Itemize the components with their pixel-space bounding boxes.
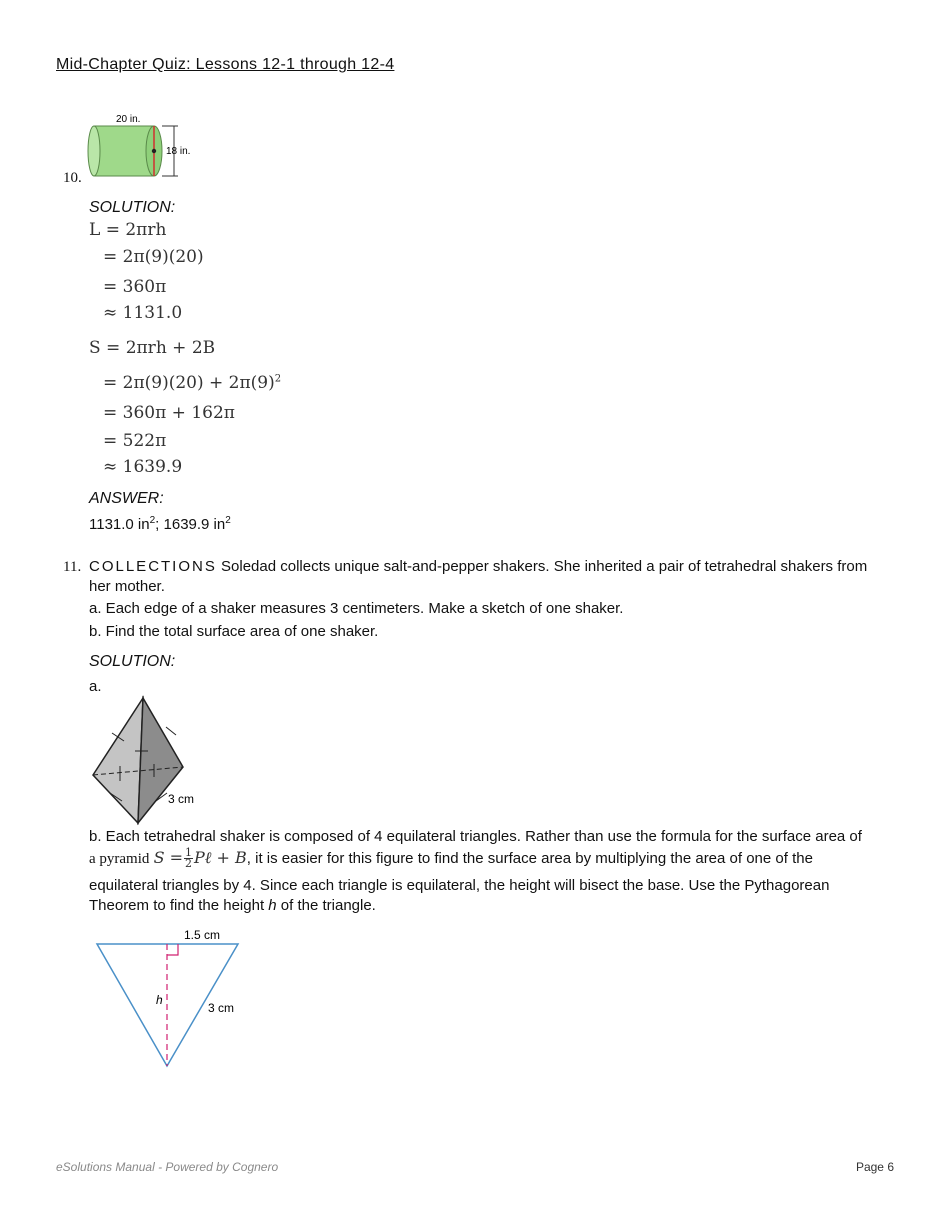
solution-b-line-4 <box>89 896 899 916</box>
answer-part-2: ; 1639.9 in <box>155 516 226 533</box>
triangle-side-label: 3 cm <box>208 1001 235 1015</box>
cylinder-figure <box>86 110 201 182</box>
cylinder-top-label: 20 in. <box>116 114 141 125</box>
surface-line-3: = 360π + 162π <box>103 403 235 423</box>
part-b-label: b. <box>89 623 102 640</box>
surface-line-1: S = 2πrh + 2B <box>89 338 216 358</box>
lateral-line-3: = 360π <box>103 277 167 297</box>
part-b-text: Find the total surface area of one shaker. <box>101 623 379 640</box>
part-a-label: a. <box>89 600 102 617</box>
right-angle-mark <box>167 944 178 955</box>
part-a <box>89 599 623 619</box>
height-variable: h <box>268 897 277 914</box>
tetra-face-left <box>93 698 143 823</box>
question-intro: Soledad collects unique salt-and-pepper shakers. She inherited a pair of tetrahedral shakers from her mother. <box>89 558 868 595</box>
surface-line-5: ≈ 1639.9 <box>103 457 183 477</box>
solution-b-line-1 <box>89 827 899 847</box>
solution-b-text-4a: Theorem to find the height <box>89 897 269 914</box>
solution-b-text-1: Each tetrahedral shaker is composed of 4 equilateral triangles. Rather than use the formula for the surface area of <box>101 828 862 845</box>
height-label: h <box>156 993 163 1007</box>
solution-a-label: a. <box>89 678 102 695</box>
surface-line-2-exp: 2 <box>274 373 282 385</box>
lateral-line-4: ≈ 1131.0 <box>103 303 183 323</box>
page-title: Mid-Chapter Quiz: Lessons 12-1 through 12-4 <box>56 56 395 73</box>
solution-b-line-2 <box>89 848 899 869</box>
fraction-numerator: 1 <box>185 846 193 859</box>
cylinder-side-label: 18 in. <box>166 146 191 157</box>
question-number: 11. <box>63 559 82 575</box>
footer-credit: eSolutions Manual - Powered by Cognero <box>56 1160 279 1174</box>
answer-exp-2: 2 <box>225 515 231 526</box>
triangle-figure <box>90 924 260 1074</box>
answer-part-1: 1131.0 in <box>89 516 150 533</box>
solution-b-text-2: , it is easier for this figure to find the surface area by multiplying the area of one of the <box>246 850 813 867</box>
formula-rest: Pℓ + B <box>194 848 247 867</box>
tetrahedron-figure <box>88 695 208 827</box>
solution-b-text-4b: of the triangle. <box>276 897 376 914</box>
solution-label: SOLUTION: <box>89 653 176 670</box>
part-a-text: Each edge of a shaker measures 3 centimeters. Make a sketch of one shaker. <box>101 600 624 617</box>
lateral-line-1: L = 2πrh <box>89 220 167 240</box>
topic-label: COLLECTIONS <box>89 558 217 575</box>
pyramid-formula <box>153 846 247 870</box>
pyramid-word: a pyramid <box>89 851 150 867</box>
answer-exp-1: 2 <box>149 515 156 526</box>
triangle-half-base-label: 1.5 cm <box>184 928 221 942</box>
surface-line-4: = 522π <box>103 431 167 451</box>
solution-b-label: b. <box>89 828 102 845</box>
surface-line-2 <box>103 373 281 393</box>
fraction-denominator: 2 <box>185 857 193 870</box>
answer-label: ANSWER: <box>89 490 164 507</box>
question-number: 10. <box>63 170 82 186</box>
cylinder-left-end <box>88 126 100 176</box>
answer-value <box>89 515 231 535</box>
formula-fraction <box>184 848 193 869</box>
solution-label: SOLUTION: <box>89 199 176 216</box>
center-dot <box>152 149 156 153</box>
part-b <box>89 622 378 642</box>
question-11-text <box>89 557 889 597</box>
lateral-line-2: = 2π(9)(20) <box>103 247 204 267</box>
page-number: Page 6 <box>855 1160 894 1174</box>
tetra-edge-label: 3 cm <box>168 792 195 806</box>
surface-line-2-text: = 2π(9)(20) + 2π(9) <box>103 373 275 393</box>
solution-b-line-3: equilateral triangles by 4. Since each triangle is equilateral, the height will bisect the base. Use the Pythagorean <box>89 877 830 894</box>
formula-lhs: S = <box>153 848 184 867</box>
cylinder-body <box>94 126 154 176</box>
